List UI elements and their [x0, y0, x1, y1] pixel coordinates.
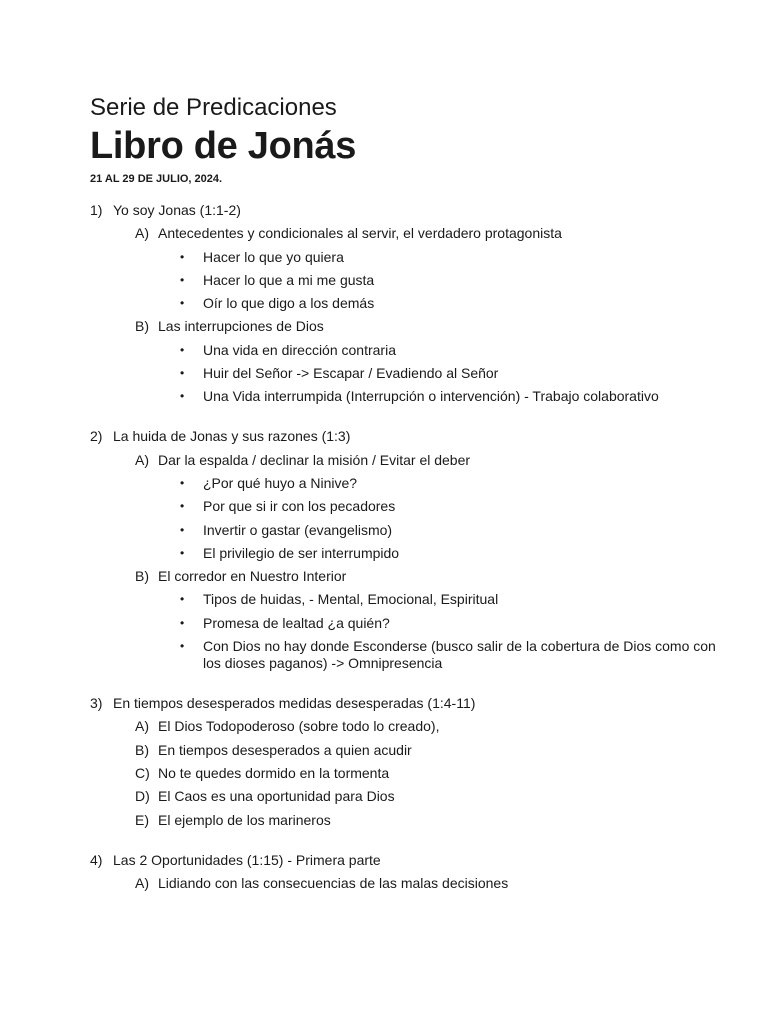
subpoint — [90, 765, 730, 782]
subpoint — [90, 318, 730, 335]
bullet-item-text: Hacer lo que yo quiera — [203, 248, 344, 265]
subpoint — [90, 568, 730, 585]
bullet-icon: • — [180, 522, 185, 537]
bullet-icon: • — [180, 545, 185, 560]
bullet-icon: • — [180, 389, 185, 404]
subpoint — [90, 788, 730, 805]
section-heading-text: Yo soy Jonas (1:1-2) — [113, 202, 241, 218]
section-heading — [90, 428, 730, 445]
outline — [90, 202, 730, 892]
bullet-item-text: Hacer lo que a mi me gusta — [203, 271, 375, 288]
bullet-item-text: El privilegio de ser interrumpido — [203, 544, 400, 561]
subpoint — [90, 875, 730, 892]
bullet-item — [90, 615, 730, 632]
outline-section — [90, 695, 730, 828]
bullet-item-text: Tipos de huidas, - Mental, Emocional, Espiritual — [203, 591, 499, 608]
subpoint — [90, 718, 730, 735]
subpoint-text: Lidiando con las consecuencias de las malas decisiones — [158, 874, 509, 891]
section-heading-text: En tiempos desesperados medidas desesperadas (1:4-11) — [113, 695, 476, 712]
section-heading — [90, 695, 730, 712]
bullet-item — [90, 498, 730, 515]
section-heading-marker: 4) — [90, 851, 103, 868]
section-heading-marker: 3) — [90, 695, 103, 712]
subpoint-text: Dar la espalda / declinar la misión / Evitar el deber — [158, 451, 471, 468]
subpoint-marker: B) — [135, 568, 149, 585]
bullet-icon: • — [180, 342, 185, 357]
bullet-item-text: Invertir o gastar (evangelismo) — [203, 521, 393, 538]
section-heading-text: La huida de Jonas y sus razones (1:3) — [113, 428, 351, 445]
bullet-icon: • — [180, 639, 185, 654]
bullet-item — [90, 272, 730, 289]
subpoint-marker: B) — [135, 318, 149, 335]
subpoint-marker: A) — [135, 718, 149, 735]
outline-section — [90, 852, 730, 892]
subpoint-marker: B) — [135, 741, 149, 758]
bullet-icon: • — [180, 499, 185, 514]
bullet-icon: • — [180, 592, 185, 607]
bullet-item-text: Promesa de lealtad ¿a quién? — [203, 614, 390, 631]
bullet-item — [90, 365, 730, 382]
bullet-item-text: Oír lo que digo a los demás — [203, 295, 375, 312]
bullet-item-text: Una Vida interrumpida (Interrupción o intervención) - Trabajo colaborativo — [203, 388, 659, 405]
outline-section — [90, 428, 730, 672]
bullet-icon: • — [180, 475, 185, 490]
subpoint-text: Antecedentes y condicionales al servir, el verdadero protagonista — [158, 225, 562, 242]
subpoint-marker: A) — [135, 874, 149, 891]
subpoint — [90, 742, 730, 759]
section-heading-text: Las 2 Oportunidades (1:15) - Primera parte — [113, 851, 381, 868]
bullet-icon: • — [180, 615, 185, 630]
bullet-item — [90, 295, 730, 312]
bullet-item — [90, 342, 730, 359]
document-page — [90, 92, 730, 915]
bullet-icon: • — [180, 272, 185, 287]
bullet-item — [90, 522, 730, 539]
bullet-item-text: Huir del Señor -> Escapar / Evadiendo al Señor — [203, 365, 499, 382]
subpoint-marker: C) — [135, 764, 150, 781]
subpoint — [90, 812, 730, 829]
bullet-item — [90, 475, 730, 492]
bullet-icon: • — [180, 366, 185, 381]
document-title: Libro de Jonás — [90, 125, 357, 167]
bullet-item-text: Por que si ir con los pecadores — [203, 498, 396, 515]
bullet-icon: • — [180, 296, 185, 311]
subpoint-marker: A) — [135, 225, 149, 242]
section-heading — [90, 852, 730, 869]
series-heading: Serie de Predicaciones — [90, 94, 337, 121]
bullet-item-text: ¿Por qué huyo a Ninive? — [203, 474, 358, 491]
subpoint-marker: E) — [135, 811, 149, 828]
subpoint-text: El Dios Todopoderoso (sobre todo lo creado), — [158, 718, 440, 735]
date-range: 21 AL 29 DE JULIO, 2024. — [90, 173, 223, 185]
subpoint — [90, 452, 730, 469]
bullet-item — [90, 591, 730, 608]
subpoint-text: El corredor en Nuestro Interior — [158, 568, 347, 585]
subpoint-text: Las interrupciones de Dios — [158, 318, 324, 335]
subpoint-text: No te quedes dormido en la tormenta — [158, 764, 390, 781]
section-heading — [90, 202, 730, 219]
bullet-item-text: Una vida en dirección contraria — [203, 341, 396, 358]
bullet-item — [90, 249, 730, 266]
section-heading-marker: 2) — [90, 428, 103, 445]
section-heading-marker: 1) — [90, 202, 103, 218]
subpoint-text: El Caos es una oportunidad para Dios — [158, 788, 395, 805]
bullet-item — [90, 545, 730, 562]
subpoint-marker: D) — [135, 788, 150, 805]
outline-section — [90, 202, 730, 405]
subpoint — [90, 225, 730, 242]
bullet-item — [90, 388, 730, 405]
subpoint-text: En tiempos desesperados a quien acudir — [158, 741, 412, 758]
bullet-icon: • — [180, 249, 185, 264]
subpoint-text: El ejemplo de los marineros — [158, 811, 331, 828]
subpoint-marker: A) — [135, 451, 149, 468]
bullet-item — [90, 638, 730, 672]
bullet-item-text: Con Dios no hay donde Esconderse (busco salir de la cobertura de Dios como con los dioses paganos) -> Omnipresencia — [203, 638, 716, 672]
